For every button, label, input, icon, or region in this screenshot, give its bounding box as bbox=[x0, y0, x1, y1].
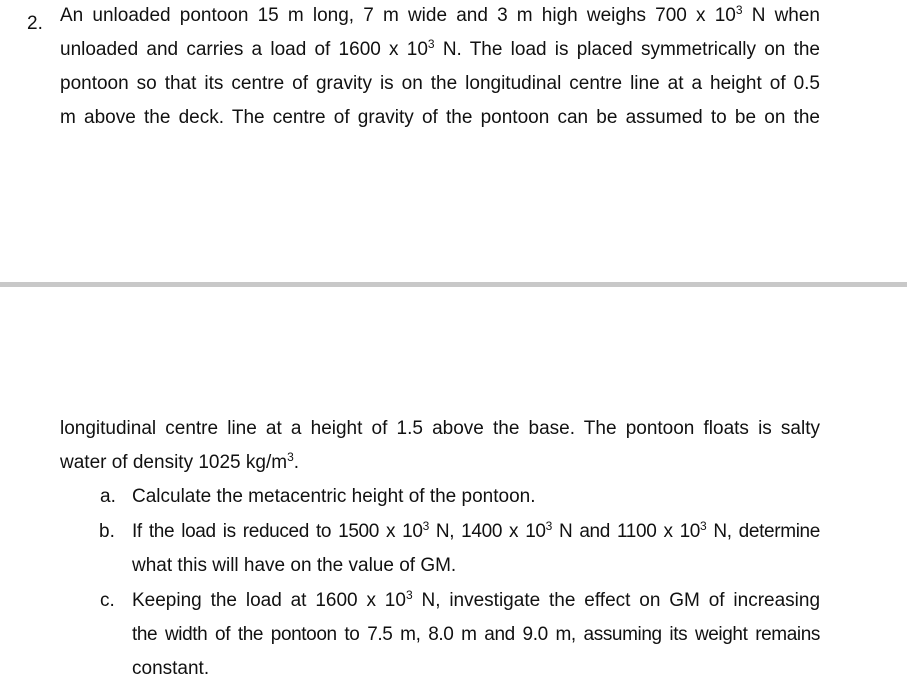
question-line-5: longitudinal centre line at a height of 1.5 above the base. The pontoon floats is salty bbox=[60, 418, 820, 439]
question-number: 2. bbox=[27, 13, 43, 34]
question-line-6 bbox=[60, 450, 300, 473]
superscript-3: 3 bbox=[287, 450, 294, 464]
question-line-1 bbox=[60, 3, 820, 26]
part-c-text-2: N, investigate the effect on GM of increasing bbox=[412, 590, 821, 611]
question-line-4: m above the deck. The centre of gravity of the pontoon can be assumed to be on the bbox=[60, 107, 820, 128]
question-line-6-text: water of density 1025 kg/m bbox=[60, 452, 288, 473]
part-c-line-1 bbox=[132, 588, 821, 611]
part-b-text-1: If the load is reduced to 1500 x 10 bbox=[132, 521, 423, 542]
part-c-line-3: constant. bbox=[132, 658, 210, 679]
superscript-3: 3 bbox=[545, 519, 552, 533]
superscript-3: 3 bbox=[700, 519, 707, 533]
page-bottom bbox=[0, 287, 907, 690]
part-b-text-2: N, 1400 x 10 bbox=[428, 521, 546, 542]
superscript-3: 3 bbox=[422, 519, 429, 533]
part-a-text: Calculate the metacentric height of the pontoon. bbox=[132, 486, 536, 507]
superscript-3: 3 bbox=[427, 37, 435, 51]
part-a-marker: a. bbox=[100, 486, 116, 507]
question-line-6-end: . bbox=[293, 452, 300, 473]
part-c-marker: c. bbox=[100, 590, 115, 611]
question-line-3: pontoon so that its centre of gravity is on the longitudinal centre line at a height of 0.5 bbox=[60, 73, 820, 94]
part-b-line-2: what this will have on the value of GM. bbox=[132, 555, 457, 576]
part-b-line-1 bbox=[132, 519, 820, 542]
part-c-text-1: Keeping the load at 1600 x 10 bbox=[132, 590, 406, 611]
superscript-3: 3 bbox=[405, 588, 413, 602]
part-b-text-4: N, determine bbox=[706, 521, 820, 542]
part-b-marker: b. bbox=[99, 521, 115, 542]
page-top bbox=[0, 0, 907, 282]
part-b-text-3: N and 1100 x 10 bbox=[551, 521, 701, 542]
question-line-1-text: An unloaded pontoon 15 m long, 7 m wide and 3 m high weighs 700 x 10 bbox=[60, 5, 736, 26]
question-line-2-text: unloaded and carries a load of 1600 x 10 bbox=[60, 39, 428, 60]
part-c-line-2: the width of the pontoon to 7.5 m, 8.0 m and 9.0 m, assuming its weight remains bbox=[132, 624, 820, 645]
question-line-2-end: N. The load is placed symmetrically on the bbox=[434, 39, 820, 60]
question-line-1-end: N when bbox=[742, 5, 820, 26]
question-line-2 bbox=[60, 37, 820, 60]
superscript-3: 3 bbox=[735, 3, 743, 17]
